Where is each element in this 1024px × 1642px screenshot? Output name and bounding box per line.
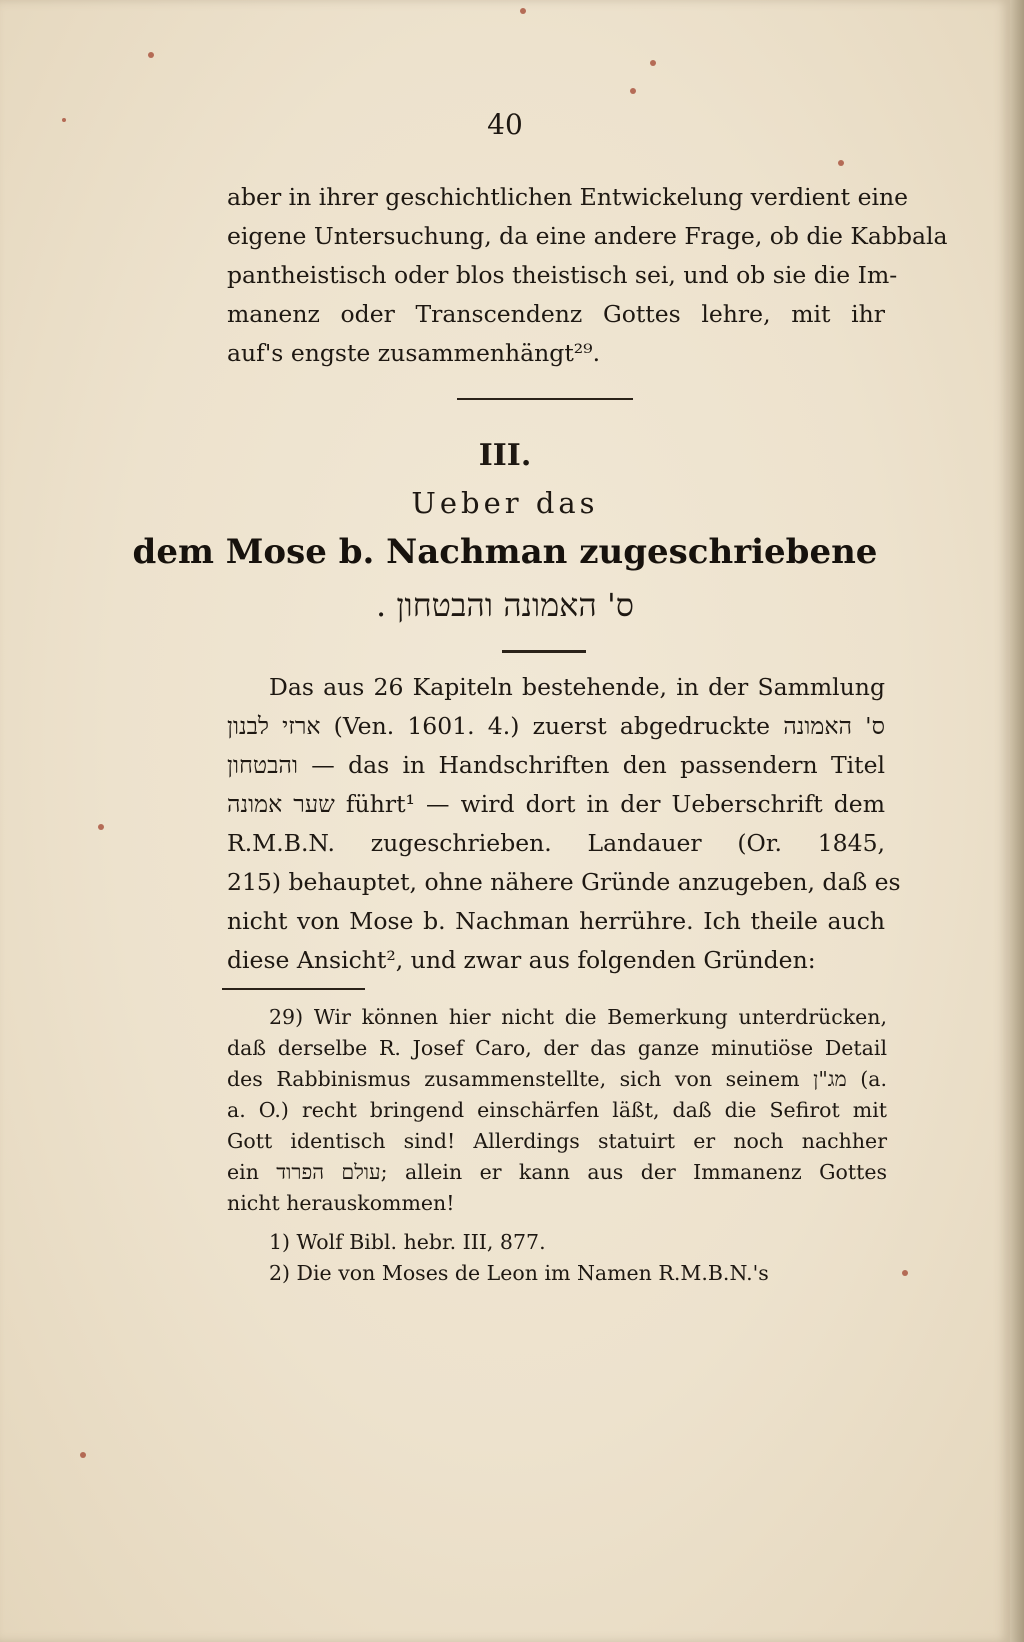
text-line: ארזי לבנון (Ven. 1601. 4.) zuerst abgedruckte ס' האמונה (227, 712, 885, 740)
foxing-spot (80, 1452, 86, 1458)
foxing-spot (520, 8, 526, 14)
foxing-spot (630, 88, 636, 94)
text-line: 215) behauptet, ohne nähere Gründe anzugeben, daß es (227, 868, 901, 896)
text-line: nicht von Mose b. Nachman herrühre. Ich theile auch (227, 907, 885, 935)
footnote-line: Gott identisch sind! Allerdings statuirt er noch nachher (227, 1129, 887, 1153)
foxing-spot (902, 1270, 908, 1276)
paragraph-main (227, 668, 901, 980)
section-number: III. (478, 438, 532, 473)
footnote-line: daß derselbe R. Josef Caro, der das ganze minutiöse Detail (227, 1036, 887, 1060)
section-heading-hebrew: . ס' האמונה והבטחון (376, 586, 634, 624)
heading-divider (502, 650, 586, 653)
foxing-spot (148, 52, 154, 58)
footnote-2: 2) Die von Moses de Leon im Namen R.M.B.N.'s (269, 1261, 769, 1285)
page-edge (1010, 0, 1024, 1642)
foxing-spot (98, 824, 104, 830)
text-line: aber in ihrer geschichtlichen Entwickelung verdient eine (227, 183, 909, 211)
text-line: diese Ansicht², und zwar aus folgenden Gründen: (227, 946, 816, 974)
foxing-spot (838, 160, 844, 166)
paragraph-top (227, 178, 948, 373)
footnote-line: nicht herauskommen! (227, 1191, 455, 1215)
text-line: manenz oder Transcendenz Gottes lehre, mit ihr (227, 300, 885, 328)
text-line: שער אמונה führt¹ — wird dort in der Ueberschrift dem (227, 790, 885, 818)
footnote-gap (227, 1219, 887, 1227)
section-heading-line-1: Ueber das (411, 486, 599, 520)
footnotes (227, 1002, 887, 1289)
section-heading-line-2: dem Mose b. Nachman zugeschriebene (132, 532, 878, 572)
text-line: eigene Untersuchung, da eine andere Frage, ob die Kabbala (227, 222, 948, 250)
page-number: 40 (487, 108, 523, 141)
footnote-line: 29) Wir können hier nicht die Bemerkung unterdrücken, (269, 1005, 887, 1029)
text-line: R.M.B.N. zugeschrieben. Landauer (Or. 1845, (227, 829, 885, 857)
section-divider (457, 398, 633, 400)
text-line: והבטחון — das in Handschriften den passendern Titel (227, 751, 885, 779)
text-line: pantheistisch oder blos theistisch sei, und ob sie die Im- (227, 261, 898, 289)
footnote-line: a. O.) recht bringend einschärfen läßt, daß die Sefirot mit (227, 1098, 887, 1122)
footnote-line: ein עולם הפרוד; allein er kann aus der Immanenz Gottes (227, 1160, 887, 1184)
footnote-line: des Rabbinismus zusammenstellte, sich von seinem מג"ן (a. (227, 1067, 887, 1091)
footnote-1: 1) Wolf Bibl. hebr. III, 877. (269, 1230, 546, 1254)
text-line: auf's engste zusammenhängt²⁹. (227, 339, 601, 367)
footnote-divider (222, 988, 365, 990)
foxing-spot (650, 60, 656, 66)
text-line: Das aus 26 Kapiteln bestehende, in der Sammlung (269, 673, 885, 701)
